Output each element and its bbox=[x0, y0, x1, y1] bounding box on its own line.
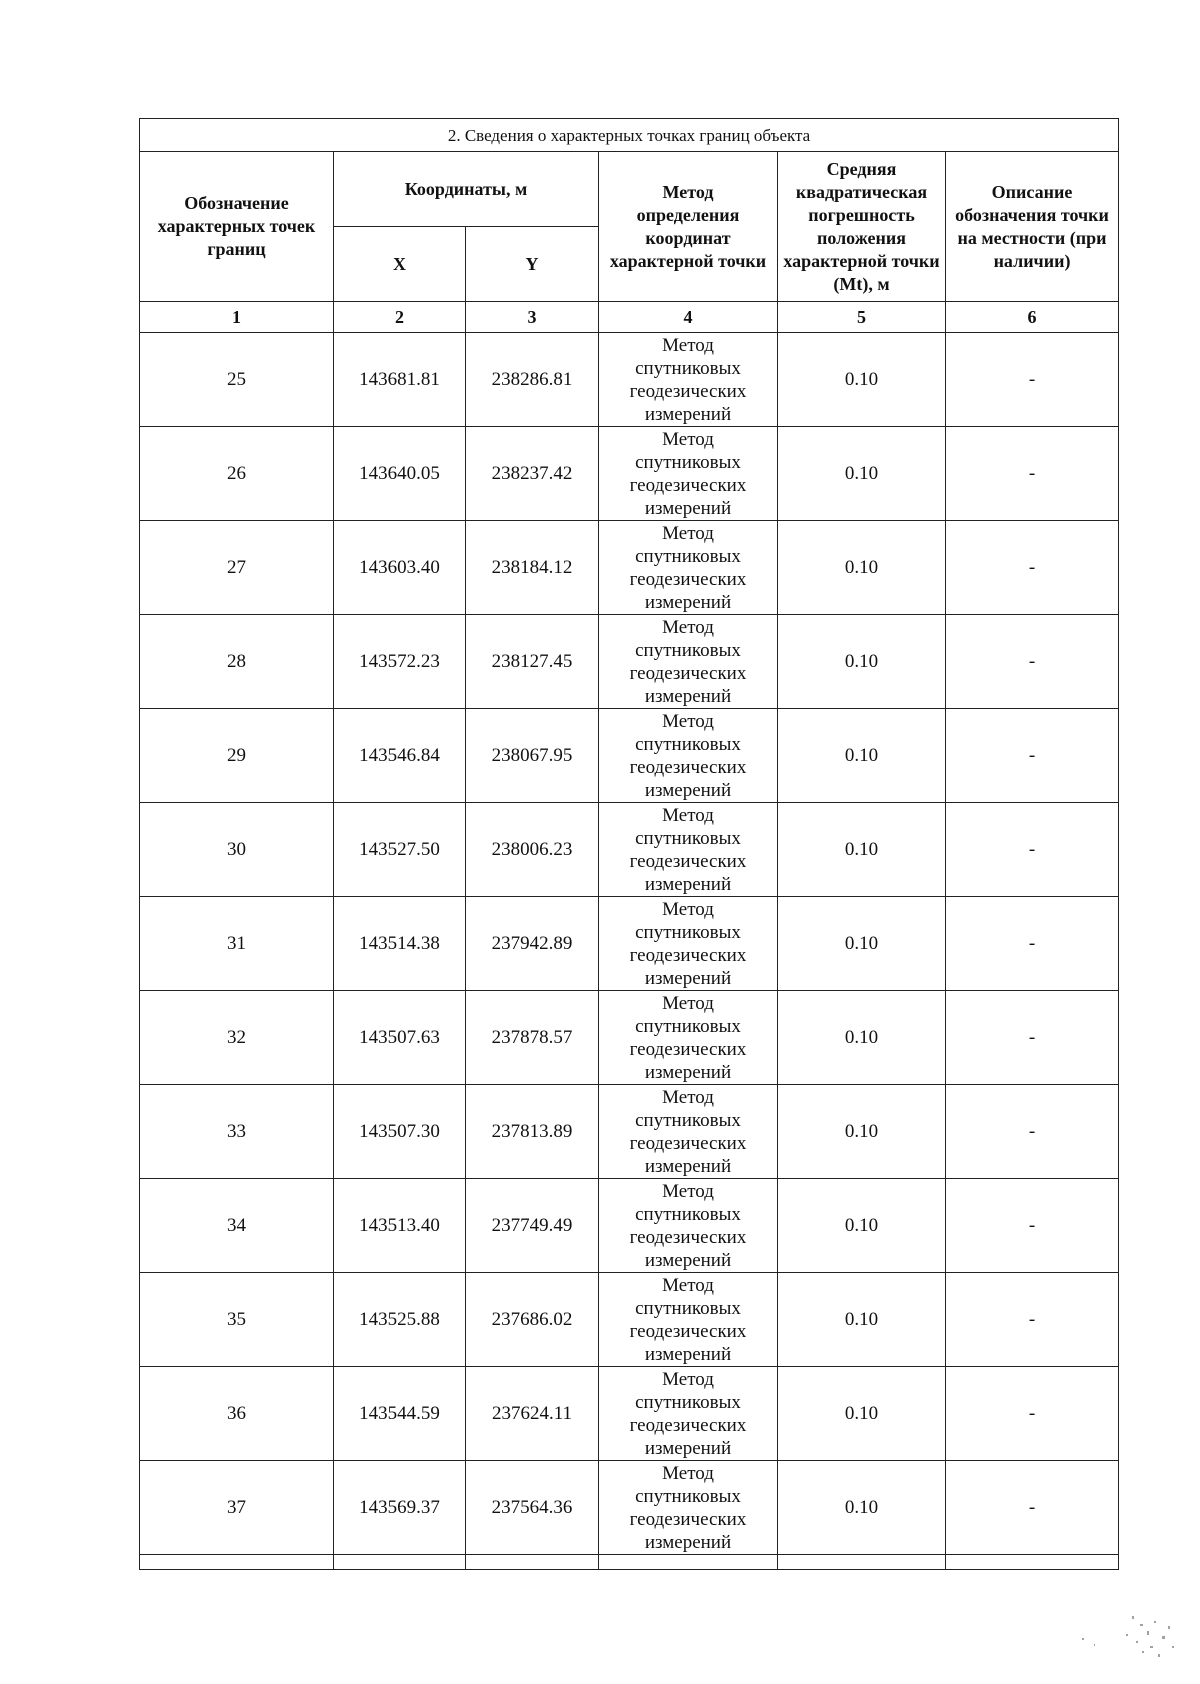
description-cell: - bbox=[946, 803, 1119, 897]
x-coordinate-cell: 143640.05 bbox=[334, 427, 466, 521]
error-cell: 0.10 bbox=[778, 803, 946, 897]
error-cell: 0.10 bbox=[778, 1179, 946, 1273]
header-y: Y bbox=[466, 227, 599, 302]
scan-noise-mark bbox=[1022, 1596, 1182, 1666]
table-row bbox=[140, 991, 1119, 1085]
header-row-top bbox=[140, 152, 1119, 227]
table-row bbox=[140, 1367, 1119, 1461]
y-coordinate-cell: 238286.81 bbox=[466, 333, 599, 427]
y-coordinate-cell: 237624.11 bbox=[466, 1367, 599, 1461]
description-cell: - bbox=[946, 991, 1119, 1085]
description-cell: - bbox=[946, 1179, 1119, 1273]
method-cell: Метод спутниковых геодезических измерений bbox=[599, 615, 778, 709]
boundary-points-table bbox=[139, 118, 1119, 1570]
x-coordinate-cell: 143525.88 bbox=[334, 1273, 466, 1367]
method-cell: Метод спутниковых геодезических измерений bbox=[599, 333, 778, 427]
method-cell: Метод спутниковых геодезических измерений bbox=[599, 709, 778, 803]
x-coordinate-cell: 143572.23 bbox=[334, 615, 466, 709]
point-cell: 34 bbox=[140, 1179, 334, 1273]
header-method: Метод определения координат характерной точки bbox=[599, 152, 778, 302]
x-coordinate-cell: 143514.38 bbox=[334, 897, 466, 991]
x-coordinate-cell: 143527.50 bbox=[334, 803, 466, 897]
description-cell: - bbox=[946, 427, 1119, 521]
description-cell: - bbox=[946, 1085, 1119, 1179]
x-coordinate-cell: 143513.40 bbox=[334, 1179, 466, 1273]
error-cell: 0.10 bbox=[778, 1273, 946, 1367]
method-cell: Метод спутниковых геодезических измерений bbox=[599, 1367, 778, 1461]
description-cell: - bbox=[946, 615, 1119, 709]
column-number: 2 bbox=[334, 302, 466, 333]
error-cell: 0.10 bbox=[778, 615, 946, 709]
header-description: Описание обозначения точки на местности (при наличии) bbox=[946, 152, 1119, 302]
column-number: 6 bbox=[946, 302, 1119, 333]
point-cell: 29 bbox=[140, 709, 334, 803]
point-cell: 26 bbox=[140, 427, 334, 521]
table-row bbox=[140, 427, 1119, 521]
y-coordinate-cell: 238184.12 bbox=[466, 521, 599, 615]
method-cell: Метод спутниковых геодезических измерений bbox=[599, 1461, 778, 1555]
description-cell: - bbox=[946, 333, 1119, 427]
table-row bbox=[140, 803, 1119, 897]
description-cell: - bbox=[946, 1367, 1119, 1461]
y-coordinate-cell: 238067.95 bbox=[466, 709, 599, 803]
table-row bbox=[140, 333, 1119, 427]
empty-cell bbox=[140, 1555, 334, 1570]
error-cell: 0.10 bbox=[778, 897, 946, 991]
point-cell: 37 bbox=[140, 1461, 334, 1555]
method-cell: Метод спутниковых геодезических измерений bbox=[599, 803, 778, 897]
description-cell: - bbox=[946, 897, 1119, 991]
table-row bbox=[140, 1273, 1119, 1367]
error-cell: 0.10 bbox=[778, 427, 946, 521]
y-coordinate-cell: 237942.89 bbox=[466, 897, 599, 991]
empty-cell bbox=[599, 1555, 778, 1570]
header-error: Средняя квадратическая погрешность положения характерной точки (Mt), м bbox=[778, 152, 946, 302]
header-designation: Обозначение характерных точек границ bbox=[140, 152, 334, 302]
y-coordinate-cell: 238237.42 bbox=[466, 427, 599, 521]
method-cell: Метод спутниковых геодезических измерений bbox=[599, 1085, 778, 1179]
table-row bbox=[140, 1461, 1119, 1555]
column-number: 3 bbox=[466, 302, 599, 333]
y-coordinate-cell: 237878.57 bbox=[466, 991, 599, 1085]
table-row bbox=[140, 615, 1119, 709]
description-cell: - bbox=[946, 1461, 1119, 1555]
column-number: 1 bbox=[140, 302, 334, 333]
error-cell: 0.10 bbox=[778, 333, 946, 427]
point-cell: 36 bbox=[140, 1367, 334, 1461]
column-number-row bbox=[140, 302, 1119, 333]
point-cell: 27 bbox=[140, 521, 334, 615]
method-cell: Метод спутниковых геодезических измерений bbox=[599, 521, 778, 615]
point-cell: 32 bbox=[140, 991, 334, 1085]
point-cell: 30 bbox=[140, 803, 334, 897]
point-cell: 31 bbox=[140, 897, 334, 991]
method-cell: Метод спутниковых геодезических измерений bbox=[599, 427, 778, 521]
column-number: 4 bbox=[599, 302, 778, 333]
method-cell: Метод спутниковых геодезических измерений bbox=[599, 1273, 778, 1367]
error-cell: 0.10 bbox=[778, 1461, 946, 1555]
method-cell: Метод спутниковых геодезических измерений bbox=[599, 991, 778, 1085]
x-coordinate-cell: 143569.37 bbox=[334, 1461, 466, 1555]
empty-cell bbox=[946, 1555, 1119, 1570]
point-cell: 25 bbox=[140, 333, 334, 427]
table-row bbox=[140, 1085, 1119, 1179]
description-cell: - bbox=[946, 709, 1119, 803]
error-cell: 0.10 bbox=[778, 1085, 946, 1179]
x-coordinate-cell: 143546.84 bbox=[334, 709, 466, 803]
error-cell: 0.10 bbox=[778, 1367, 946, 1461]
method-cell: Метод спутниковых геодезических измерений bbox=[599, 897, 778, 991]
section-title-row bbox=[140, 119, 1119, 152]
column-number: 5 bbox=[778, 302, 946, 333]
header-coordinates: Координаты, м bbox=[334, 152, 599, 227]
method-cell: Метод спутниковых геодезических измерений bbox=[599, 1179, 778, 1273]
table-row bbox=[140, 1179, 1119, 1273]
x-coordinate-cell: 143507.30 bbox=[334, 1085, 466, 1179]
y-coordinate-cell: 237813.89 bbox=[466, 1085, 599, 1179]
empty-cell bbox=[334, 1555, 466, 1570]
section-title: 2. Сведения о характерных точках границ объекта bbox=[140, 119, 1119, 152]
header-x: X bbox=[334, 227, 466, 302]
description-cell: - bbox=[946, 521, 1119, 615]
description-cell: - bbox=[946, 1273, 1119, 1367]
point-cell: 33 bbox=[140, 1085, 334, 1179]
y-coordinate-cell: 238127.45 bbox=[466, 615, 599, 709]
point-cell: 28 bbox=[140, 615, 334, 709]
error-cell: 0.10 bbox=[778, 709, 946, 803]
y-coordinate-cell: 238006.23 bbox=[466, 803, 599, 897]
empty-cell bbox=[778, 1555, 946, 1570]
empty-cell bbox=[466, 1555, 599, 1570]
y-coordinate-cell: 237749.49 bbox=[466, 1179, 599, 1273]
table-row bbox=[140, 709, 1119, 803]
table-bottom-row bbox=[140, 1555, 1119, 1570]
error-cell: 0.10 bbox=[778, 521, 946, 615]
table-row bbox=[140, 897, 1119, 991]
x-coordinate-cell: 143507.63 bbox=[334, 991, 466, 1085]
x-coordinate-cell: 143544.59 bbox=[334, 1367, 466, 1461]
point-cell: 35 bbox=[140, 1273, 334, 1367]
y-coordinate-cell: 237686.02 bbox=[466, 1273, 599, 1367]
error-cell: 0.10 bbox=[778, 991, 946, 1085]
y-coordinate-cell: 237564.36 bbox=[466, 1461, 599, 1555]
table-row bbox=[140, 521, 1119, 615]
x-coordinate-cell: 143681.81 bbox=[334, 333, 466, 427]
x-coordinate-cell: 143603.40 bbox=[334, 521, 466, 615]
